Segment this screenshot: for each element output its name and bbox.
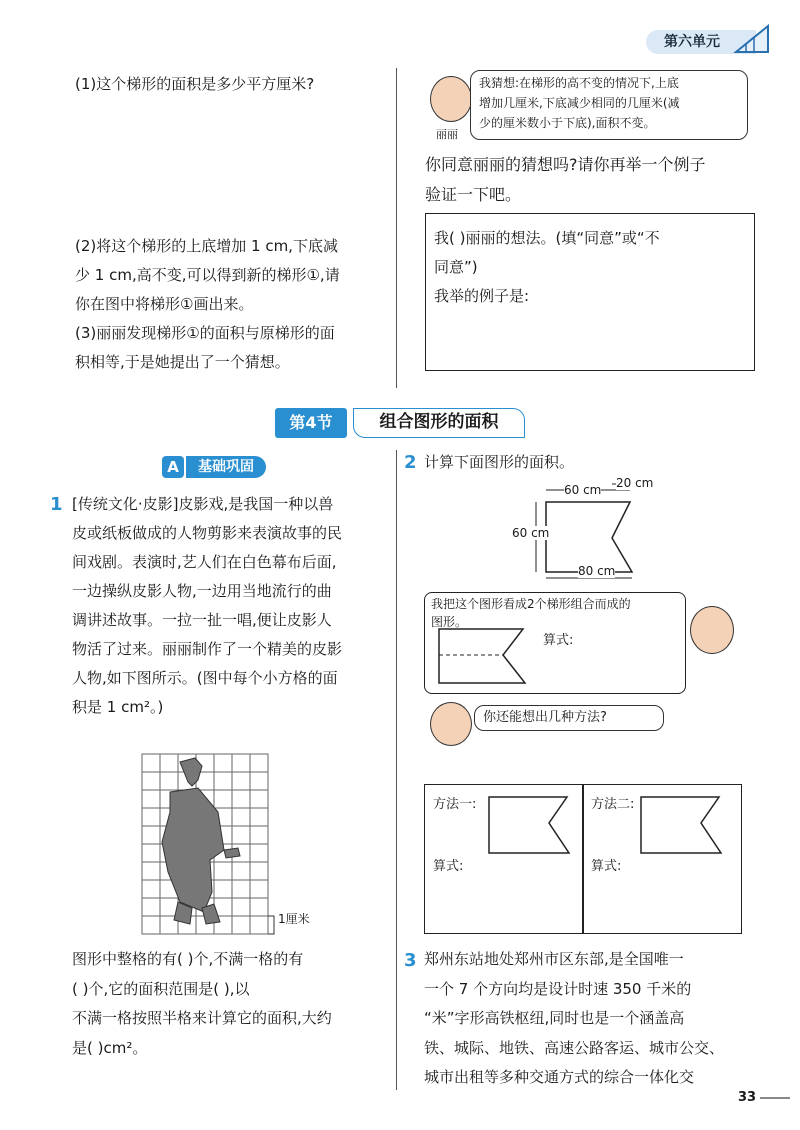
section-title: 组合图形的面积 — [353, 408, 525, 438]
method-box-2[interactable] — [582, 784, 742, 934]
column-divider — [396, 68, 397, 388]
q1-line: 调讲述故事。一拉一扯一唱,便让皮影人 — [72, 611, 332, 629]
puppet-grid — [140, 752, 340, 942]
q3-line: 城市出租等多种交通方式的综合一体化交 — [424, 1068, 695, 1086]
question-line: 验证一下吧。 — [425, 185, 522, 204]
question-number-2: 2 — [404, 452, 417, 473]
q3-line: 郑州东站地处郑州市区东部,是全国唯一 — [424, 950, 684, 968]
lili-speech-bubble — [470, 70, 748, 140]
bubble-text: 我把这个图形看成2个梯形组合而成的 — [431, 597, 631, 611]
section-banner — [275, 408, 525, 438]
split-flag-figure — [437, 625, 547, 687]
question-number-3: 3 — [404, 950, 417, 971]
method-1-figure — [487, 795, 577, 859]
q1-line: 间戏剧。表演时,艺人们在白色幕布后面, — [72, 553, 337, 571]
top-q2 — [75, 232, 340, 377]
dim-notch: 20 cm — [616, 476, 654, 490]
dim-bottom: 80 cm — [578, 564, 616, 578]
q1-fill-line: 图形中整格的有( )个,不满一格的有 — [72, 950, 304, 968]
bubble-line: 少的厘米数小于下底),面积不变。 — [479, 116, 656, 130]
q1-text — [72, 490, 390, 722]
section-number: 第4节 — [275, 408, 347, 438]
q3-text — [424, 945, 742, 1093]
puppet-body — [162, 788, 224, 912]
q1-line: 积是 1 cm²。) — [72, 698, 164, 716]
formula-label: 算式: — [433, 859, 464, 874]
level-badge-label: 基础巩固 — [186, 456, 266, 478]
method-box-1[interactable] — [424, 784, 584, 934]
top-q2-line: 少 1 cm,高不变,可以得到新的梯形①,请 — [75, 266, 340, 284]
column-divider-lower — [396, 450, 397, 1090]
formula-label: 算式: — [591, 859, 622, 874]
dim-top: 60 cm — [564, 483, 602, 497]
answer-box[interactable] — [425, 213, 755, 371]
top-q1: (1)这个梯形的面积是多少平方厘米? — [75, 75, 315, 93]
top-right-question — [425, 150, 706, 210]
formula-label: 算式: — [543, 633, 574, 648]
q1-line: 物活了过来。丽丽制作了一个精美的皮影 — [72, 640, 343, 658]
q1-line: 人物,如下图所示。(图中每个小方格的面 — [72, 669, 338, 687]
top-q3-line: (3)丽丽发现梯形①的面积与原梯形的面 — [75, 324, 335, 342]
top-q2-line: 你在图中将梯形①画出来。 — [75, 295, 254, 313]
answer-line: 我( )丽丽的想法。(填“同意”或“不 — [434, 229, 660, 247]
q3-line: 铁、城际、地铁、高速公路客运、城市公交、 — [424, 1038, 725, 1057]
top-q3-line: 积相等,于是她提出了一个猜想。 — [75, 353, 290, 371]
answer-line: 我举的例子是: — [434, 287, 530, 305]
bubble-text: 图形。 — [431, 615, 468, 629]
bubble-line: 增加几厘米,下底减少相同的几厘米(减 — [479, 96, 680, 110]
q2-bubble-box — [424, 592, 686, 694]
boy-avatar — [430, 702, 472, 746]
ruler-triangle-icon — [732, 22, 772, 56]
method-2-figure — [639, 795, 729, 859]
q1-fill-line: ( )个,它的面积范围是( ),以 — [72, 979, 250, 998]
q1-line: [传统文化·皮影]皮影戏,是我国一种以兽 — [72, 495, 334, 513]
bubble-line: 我猜想:在梯形的高不变的情况下,上底 — [479, 76, 679, 90]
question-number-1: 1 — [50, 494, 63, 515]
page-number: 33 — [738, 1090, 757, 1105]
unit-tab: 第六单元 — [646, 30, 756, 54]
q2-text: 计算下面图形的面积。 — [424, 453, 575, 471]
boy-speech-bubble: 你还能想出几种方法? — [474, 705, 664, 731]
answer-line: 同意”) — [434, 258, 478, 276]
q3-line: 一个 7 个方向均是设计时速 350 千米的 — [424, 979, 692, 998]
q1-fill-line: 是( )cm²。 — [72, 1038, 148, 1057]
dim-side: 60 cm — [512, 526, 550, 540]
level-badge-letter: A — [162, 456, 184, 478]
page-number-line — [760, 1097, 790, 1099]
q1-line: 一边操纵皮影人物,一边用当地流行的曲 — [72, 582, 332, 600]
girl-avatar — [690, 606, 734, 654]
question-line: 你同意丽丽的猜想吗?请你再举一个例子 — [425, 155, 706, 174]
q3-line: “米”字形高铁枢纽,同时也是一个涵盖高 — [424, 1009, 685, 1027]
method-label: 方法二: — [591, 797, 635, 812]
speaker-label: 丽丽 — [436, 128, 458, 141]
q1-fill-line: 不满一格按照半格来计算它的面积,大约 — [72, 1009, 332, 1027]
lili-avatar — [430, 76, 472, 122]
grid-unit-label: 1厘米 — [278, 912, 310, 926]
q1-fill-text — [72, 945, 390, 1063]
q1-line: 皮或纸板做成的人物剪影来表演故事的民 — [72, 524, 343, 542]
top-q2-line: (2)将这个梯形的上底增加 1 cm,下底减 — [75, 237, 338, 255]
method-label: 方法一: — [433, 797, 477, 812]
